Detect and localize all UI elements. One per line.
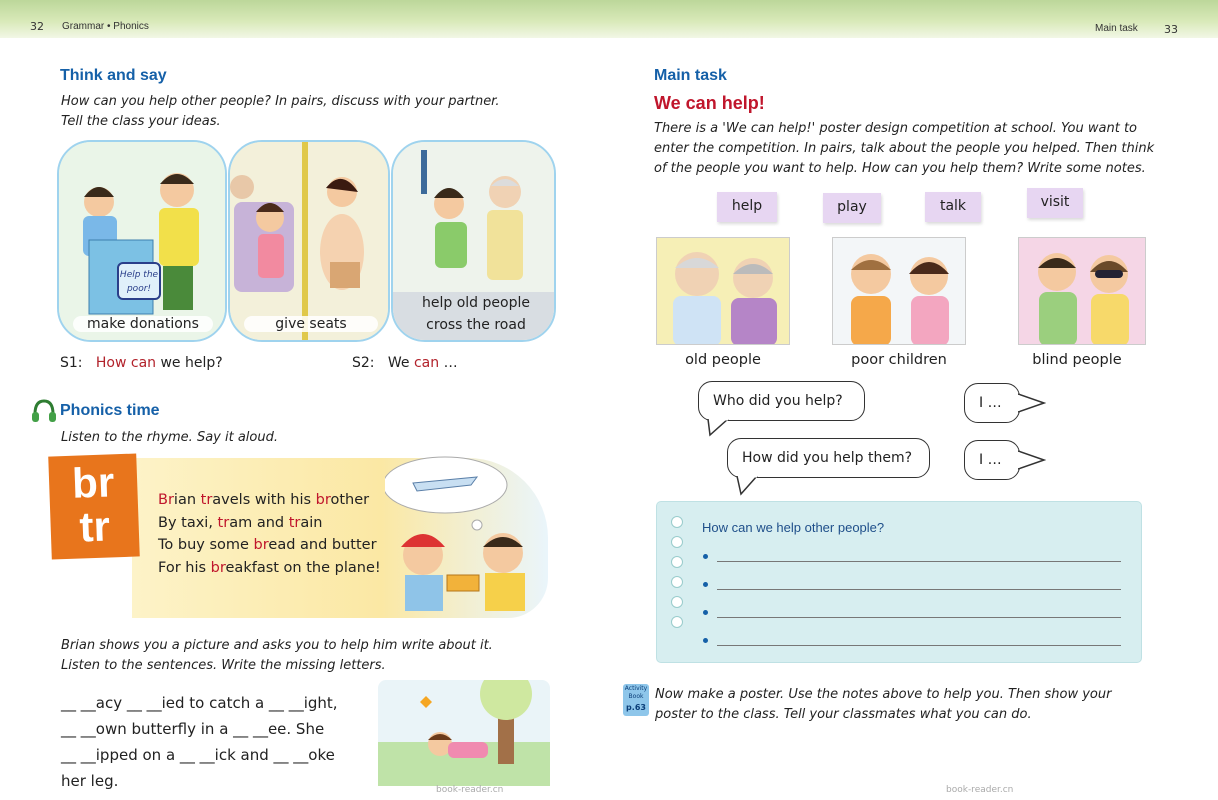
right-section-label: Main task xyxy=(1095,23,1138,34)
phonics-instruction: Listen to the rhyme. Say it aloud. xyxy=(61,430,278,445)
scene-label-give-seats: give seats xyxy=(244,316,378,332)
sticky-note-visit: visit xyxy=(1027,188,1083,218)
activity-book-page: p.63 xyxy=(626,703,646,712)
rhyme-segment: ian xyxy=(173,492,201,508)
scene-give-seats xyxy=(228,140,390,342)
exercise-line[interactable]: __ __own butterfly in a __ __ee. She xyxy=(61,720,325,738)
rhyme-highlight: tr xyxy=(217,514,230,531)
notebook-rings xyxy=(671,516,685,652)
main-task-instruction-3: of the people you want to help. How can you help them? Write some notes. xyxy=(654,161,1146,176)
s2-dialog xyxy=(352,355,458,371)
rhyme-highlight: br xyxy=(315,492,331,508)
bullet-1 xyxy=(703,554,708,559)
bubble-how-did-you-help: How did you help them? xyxy=(727,438,930,478)
page-header-bar xyxy=(0,0,1218,38)
activity-book-badge xyxy=(623,684,649,716)
notes-card xyxy=(657,502,1141,662)
rhyme-highlight: tr xyxy=(288,514,301,531)
exercise-instruction-1: Brian shows you a picture and asks you to help him write about it. xyxy=(61,638,493,653)
bubble-answer-1: I … xyxy=(964,383,1020,423)
rhyme-segment: ain xyxy=(300,514,323,531)
scene-label-help-old-people xyxy=(407,292,545,336)
bullet-2 xyxy=(703,582,708,587)
phonics-time-title: Phonics time xyxy=(60,402,160,419)
scene-help-old-people xyxy=(391,140,556,342)
final-instruction-1: Now make a poster. Use the notes above to help you. Then show your xyxy=(655,687,1112,702)
s2-plain: We xyxy=(387,355,410,371)
think-and-say-title: Think and say xyxy=(60,67,167,84)
help-the-poor-sign: Help the poor! xyxy=(117,262,161,300)
main-task-instruction-2: enter the competition. In pairs, talk about the people you helped. Then think xyxy=(654,141,1155,156)
main-task-title: Main task xyxy=(654,67,727,84)
label-blind-people: blind people xyxy=(1032,352,1122,368)
poor-children-illustration xyxy=(832,237,966,345)
bubble-answer-2: I … xyxy=(964,440,1020,480)
left-page-number: 32 xyxy=(30,20,44,33)
sticky-note-talk: talk xyxy=(925,192,981,222)
rhyme-highlight: Br xyxy=(158,492,174,508)
s2-highlight: can xyxy=(413,355,440,371)
rhyme-highlight: br xyxy=(253,537,269,553)
rhyme-line xyxy=(158,512,381,535)
final-instruction-2: poster to the class. Tell your classmates what you can do. xyxy=(655,707,1032,722)
activity-book-label: Activity Book xyxy=(624,685,648,700)
scene-label-line-1: help old people xyxy=(422,295,530,311)
main-task-instruction-1: There is a 'We can help!' poster design competition at school. You want to xyxy=(654,121,1137,136)
writing-line-1[interactable] xyxy=(717,561,1121,562)
watermark-right: book-reader.cn xyxy=(946,785,1014,795)
exercise-line[interactable]: __ __acy __ __ied to catch a __ __ight, xyxy=(61,694,338,712)
writing-line-4[interactable] xyxy=(717,645,1121,646)
rhyme-highlight: tr xyxy=(200,492,213,508)
rhyme-line xyxy=(158,489,381,512)
rhyme-segment: ead and butter xyxy=(268,537,377,553)
bullet-3 xyxy=(703,610,708,615)
s2-prefix: S2: xyxy=(352,355,375,371)
rhyme-line xyxy=(158,534,381,557)
bubble-tail-1 xyxy=(706,419,732,437)
exercise-line[interactable]: her leg. xyxy=(61,772,119,790)
letters-br: br xyxy=(71,458,115,507)
think-and-say-instruction-2: Tell the class your ideas. xyxy=(61,114,221,129)
scene-label-line-2: cross the road xyxy=(426,317,526,333)
s2-rest: … xyxy=(443,355,458,371)
donation-illustration xyxy=(59,142,227,342)
rhyme-segment: By taxi, xyxy=(158,514,218,531)
bus-seat-illustration xyxy=(230,142,390,342)
scene-make-donations xyxy=(57,140,227,342)
fill-in-letters-exercise xyxy=(61,690,338,794)
writing-line-2[interactable] xyxy=(717,589,1121,590)
bubble-tail-2 xyxy=(1018,392,1046,414)
bubble-tail-4 xyxy=(1018,449,1046,471)
notes-title: How can we help other people? xyxy=(702,520,885,535)
rhyme-segment: To buy some xyxy=(158,537,254,553)
sticky-note-play: play xyxy=(823,193,881,223)
we-can-help-title: We can help! xyxy=(654,93,765,113)
bullet-4 xyxy=(703,638,708,643)
s1-highlight: How can xyxy=(95,355,157,371)
bubble-who-did-you-help: Who did you help? xyxy=(698,381,865,421)
rhyme-text xyxy=(158,489,381,579)
s1-rest: we help? xyxy=(160,355,223,371)
rhyme-segment: am and xyxy=(229,514,289,531)
writing-line-3[interactable] xyxy=(717,617,1121,618)
rhyme-segment: other xyxy=(330,492,370,508)
rhyme-highlight: br xyxy=(210,559,226,576)
rhyme-segment: For his xyxy=(158,559,211,576)
left-section-label: Grammar • Phonics xyxy=(62,21,149,32)
rhyme-segment: avels with his xyxy=(212,492,316,508)
scene-label-make-donations: make donations xyxy=(73,316,213,332)
s1-dialog xyxy=(60,355,223,371)
headphones-icon xyxy=(31,398,57,424)
label-old-people: old people xyxy=(685,352,761,368)
old-people-illustration xyxy=(656,237,790,345)
rhyme-line xyxy=(158,557,381,580)
sticky-note-help: help xyxy=(717,192,777,222)
watermark-left: book-reader.cn xyxy=(436,785,504,795)
think-and-say-instruction-1: How can you help other people? In pairs, discuss with your partner. xyxy=(61,94,500,109)
children-plane-illustration xyxy=(385,455,550,615)
blind-people-illustration xyxy=(1018,237,1146,345)
right-page-number: 33 xyxy=(1164,23,1178,36)
letters-tr: tr xyxy=(78,502,111,551)
s1-prefix: S1: xyxy=(60,355,83,371)
rhyme-segment: eakfast on the plane! xyxy=(225,559,381,576)
exercise-line[interactable]: __ __ipped on a __ __ick and __ __oke xyxy=(61,746,335,764)
bubble-tail-3 xyxy=(735,476,761,496)
exercise-instruction-2: Listen to the sentences. Write the missing letters. xyxy=(61,658,386,673)
phonics-letters-card xyxy=(48,453,140,559)
girl-tree-illustration xyxy=(378,680,550,786)
label-poor-children: poor children xyxy=(851,352,947,368)
